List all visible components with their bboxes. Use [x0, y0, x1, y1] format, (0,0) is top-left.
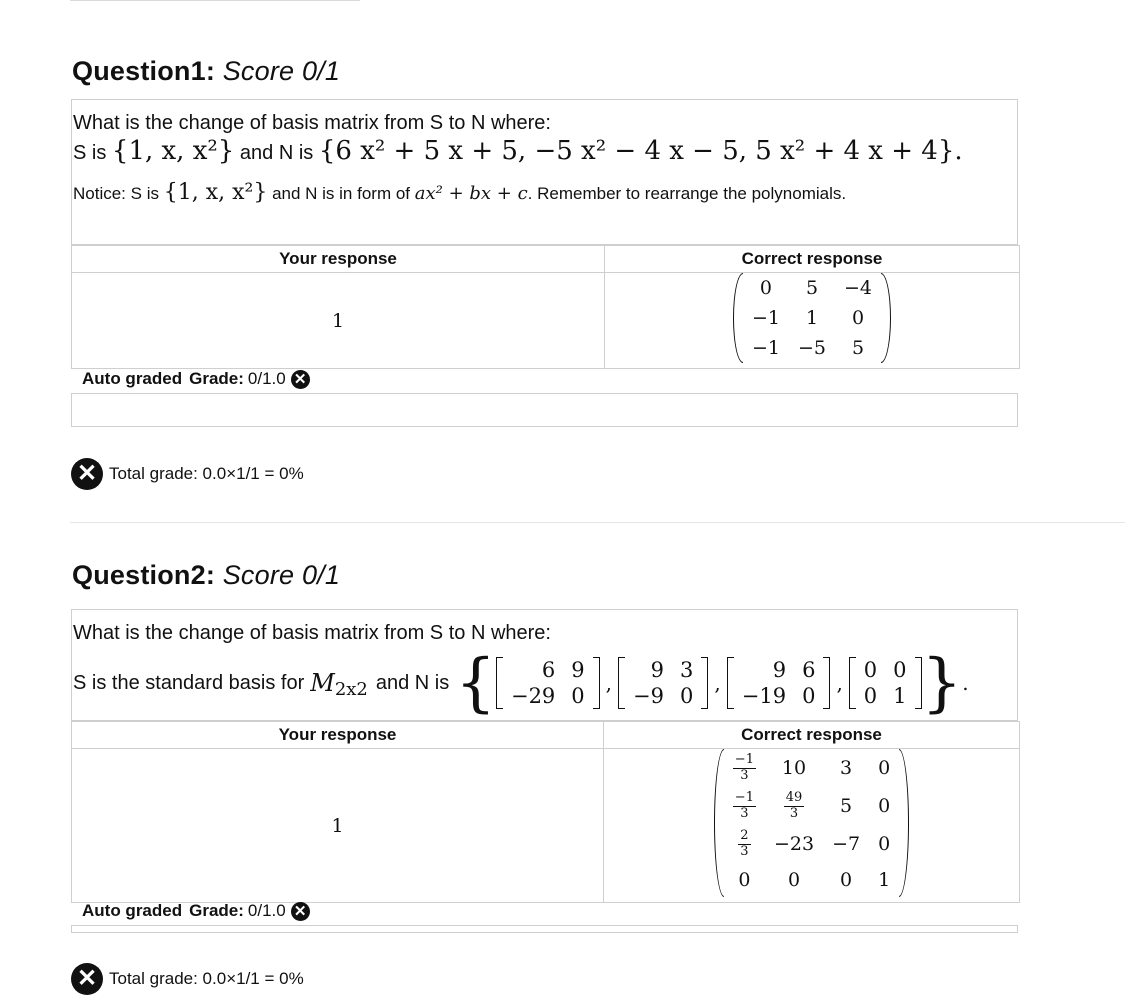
question1-sets: S is {1, x, x²} and N is {6 x² + 5 x + 5, −5 x² − 4 x − 5, 5 x² + 4 x + 4}.: [73, 136, 963, 166]
basis-matrix-2: 9 3 −9 0: [618, 657, 708, 709]
x-circle-icon: ✕: [71, 963, 103, 995]
question2-title: Question2:: [72, 560, 216, 590]
correct-response-cell: [605, 273, 1020, 369]
question1-total: ✕ Total grade: 0.0×1/1 = 0%: [71, 458, 304, 490]
question1-feedback-box: [71, 393, 1018, 427]
question-divider: [70, 522, 1125, 523]
question2-prompt-box: [71, 609, 1018, 721]
x-circle-icon: ✕: [291, 902, 310, 921]
your-response-header: Your response: [72, 246, 605, 273]
set-n-math: {6 x² + 5 x + 5, −5 x² − 4 x − 5, 5 x² + 4 x + 4}.: [318, 136, 963, 166]
question1-score: Score 0/1: [222, 56, 341, 86]
question1-prompt-box: [71, 99, 1018, 245]
your-response-header: Your response: [72, 722, 604, 749]
basis-matrix-4: 0 0 0 1: [849, 657, 922, 709]
question1-notice: Notice: S is {1, x, x²} and N is in form of ax² + bx + c. Remember to rearrange the polynomials.: [73, 180, 847, 205]
x-circle-icon: ✕: [71, 458, 103, 490]
correct-response-header: Correct response: [604, 722, 1020, 749]
question1-grade: Auto graded Grade: 0/1.0 ✕: [82, 369, 310, 389]
x-circle-icon: ✕: [291, 370, 310, 389]
question2-basis: S is the standard basis for M 2x2 and N is { 6 9 −29 0 , 9 3 −9 0 , 9 6 −19 0 , 0 0 0 1 } .: [73, 646, 969, 720]
your-response-value: 1: [72, 273, 605, 369]
basis-matrix-1: 6 9 −29 0: [496, 657, 600, 709]
correct-response-cell: [604, 749, 1020, 903]
question1-heading: [72, 56, 340, 87]
question1-prompt: What is the change of basis matrix from S to N where:: [73, 112, 551, 134]
correct-response-header: Correct response: [605, 246, 1020, 273]
question2-response-table: [71, 721, 1020, 903]
your-response-value: 1: [72, 749, 604, 903]
question2-total: ✕ Total grade: 0.0×1/1 = 0%: [71, 963, 304, 995]
correct-matrix: $\frac{-1}{3}$ 10 3 0 $\frac{-1}{3}$ $\frac{49}{3}$ 5 0 $\frac{2}{3}$ −23 −7 0 0 0 0 1: [714, 749, 909, 897]
basis-matrix-3: 9 6 −19 0: [727, 657, 831, 709]
top-divider: [70, 0, 360, 1]
question1-title: Question1:: [72, 56, 216, 86]
correct-matrix: 0 5 −4 −1 1 0 −1 −5 5: [733, 273, 891, 363]
question2-feedback-box: [71, 925, 1018, 933]
question2-heading: [72, 560, 340, 591]
question2-grade: Auto graded Grade: 0/1.0 ✕: [82, 901, 310, 921]
question2-prompt: What is the change of basis matrix from S to N where:: [73, 622, 551, 644]
question1-response-table: [71, 245, 1020, 369]
set-s-math: {1, x, x²}: [111, 136, 235, 166]
question2-score: Score 0/1: [222, 560, 341, 590]
